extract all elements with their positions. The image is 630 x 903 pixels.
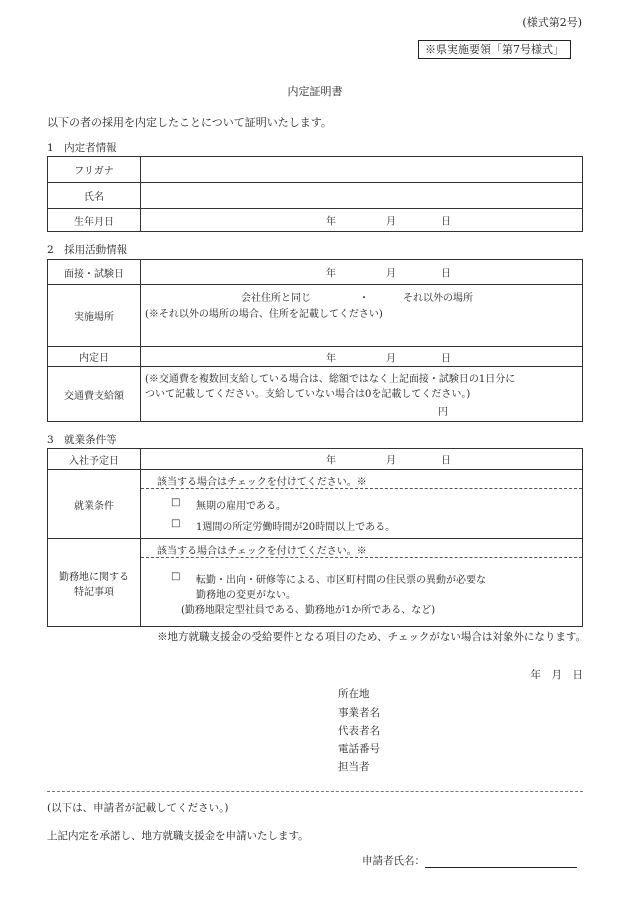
employment-field xyxy=(141,470,583,539)
offer-date-field[interactable] xyxy=(141,347,583,367)
offer-date-label: 内定日 xyxy=(48,347,141,367)
applicant-statement: 上記内定を承諾し、地方就職支援金を申請いたします。 xyxy=(47,830,309,842)
venue-option-other[interactable]: それ以外の場所 xyxy=(403,293,473,304)
checkbox[interactable]: □ xyxy=(171,497,181,508)
company-address-label: 所在地 xyxy=(338,688,370,700)
workplace-field xyxy=(141,539,583,627)
section2-heading: 2 採用活動情報 xyxy=(47,244,128,256)
birthdate-label: 生年月日 xyxy=(48,209,141,232)
day-label: 日 xyxy=(441,455,451,467)
workplace-item-line1: 転勤・出向・研修等による、市区町村間の住民票の異動が必要な xyxy=(196,575,486,586)
applicant-name-label: 申請者氏名： xyxy=(362,855,425,867)
applicant-instruction: (以下は、申請者が記載してください。) xyxy=(47,802,229,814)
document-title: 内定証明書 xyxy=(287,85,343,98)
day-label: 日 xyxy=(441,268,451,280)
venue-option-same[interactable]: 会社住所と同じ xyxy=(241,293,311,304)
transport-note-line1: (※交通費を複数回支給している場合は、総額ではなく上記面接・試験日の1日分に xyxy=(145,374,516,385)
check-instruction: 該当する場合はチェックを付けてください。※ xyxy=(157,546,367,557)
transport-note-line2: ついて記載してください。支給していない場合は0を記載してください。) xyxy=(145,389,471,400)
name-field[interactable] xyxy=(141,183,583,209)
checkbox[interactable]: □ xyxy=(171,518,181,529)
business-name-label: 事業者名 xyxy=(338,707,380,719)
applicant-name-input[interactable] xyxy=(425,855,577,868)
furigana-field[interactable] xyxy=(141,157,583,183)
reference-box: ※県実施要領「第7号様式」 xyxy=(418,40,571,59)
venue-label: 実施場所 xyxy=(48,285,141,347)
venue-note: (※それ以外の場所の場合、住所を記載してください) xyxy=(145,309,383,320)
month-label: 月 xyxy=(386,216,396,228)
eligibility-footnote: ※地方就職支援金の受給要件となる項目のため、チェックがない場合は対象外になります。 xyxy=(157,631,586,643)
workplace-item-line2: 勤務地の変更がない。 xyxy=(196,590,296,601)
day-label: 日 xyxy=(441,353,451,364)
year-label: 年 xyxy=(326,268,336,280)
workplace-item-line3: (勤務地限定型社員である、勤務地が1か所である、など) xyxy=(181,605,436,616)
start-date-field[interactable] xyxy=(141,449,583,470)
checkbox[interactable]: □ xyxy=(171,571,181,582)
furigana-label: フリガナ xyxy=(48,157,141,183)
month-label: 月 xyxy=(386,455,396,467)
employment-conditions-table xyxy=(47,448,583,627)
year-label: 年 xyxy=(326,455,336,467)
venue-separator: ・ xyxy=(359,293,369,304)
year-label: 年 xyxy=(326,353,336,364)
interview-date-label: 面接・試験日 xyxy=(48,260,141,285)
section1-heading: 1 内定者情報 xyxy=(47,142,117,154)
employment-label: 就業条件 xyxy=(48,470,141,539)
form-number: (様式第2号) xyxy=(522,16,582,29)
month-label: 月 xyxy=(386,353,396,364)
month-label: 月 xyxy=(386,268,396,280)
yen-label: 円 xyxy=(438,407,448,418)
transport-label: 交通費支給額 xyxy=(48,367,141,422)
intro-text: 以下の者の採用を内定したことについて証明いたします。 xyxy=(47,116,332,129)
cut-line xyxy=(47,791,583,792)
name-label: 氏名 xyxy=(48,183,141,209)
start-date-label: 入社予定日 xyxy=(48,449,141,470)
issue-date: 年 月 日 xyxy=(530,669,583,681)
check-instruction: 該当する場合はチェックを付けてください。※ xyxy=(157,477,367,488)
interview-date-field[interactable] xyxy=(141,260,583,285)
day-label: 日 xyxy=(441,216,451,228)
birthdate-field[interactable] xyxy=(141,209,583,232)
year-label: 年 xyxy=(326,216,336,228)
section3-heading: 3 就業条件等 xyxy=(47,434,117,446)
recruitment-info-table xyxy=(47,259,583,422)
venue-field[interactable] xyxy=(141,285,583,347)
applicant-name-row xyxy=(362,853,577,868)
contact-label: 担当者 xyxy=(338,761,370,773)
transport-field[interactable] xyxy=(141,367,583,422)
employment-item2: 1週間の所定労働時間が20時間以上である。 xyxy=(196,522,396,533)
employment-item1: 無期の雇用である。 xyxy=(196,501,286,512)
workplace-label: 勤務地に関する 特記事項 xyxy=(48,539,141,627)
applicant-info-table xyxy=(47,156,583,232)
representative-label: 代表者名 xyxy=(338,725,380,737)
phone-label: 電話番号 xyxy=(338,743,380,755)
